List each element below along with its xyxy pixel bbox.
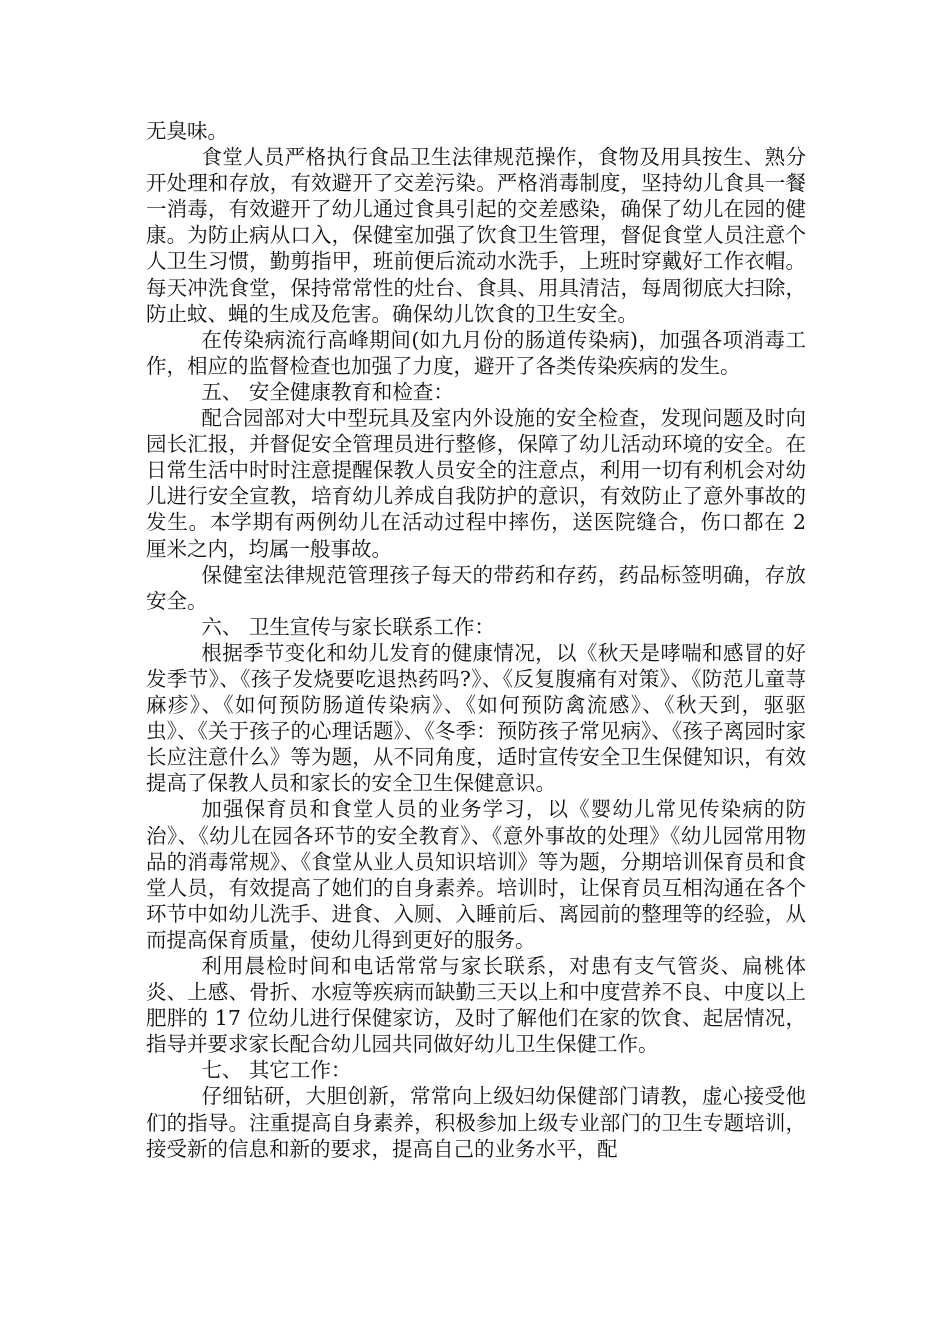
paragraph-epidemic-disinfection: 在传染病流行高峰期间(如九月份的肠道传染病)，加强各项消毒工作，相应的监督检查也加强了力度，避开了各类传染疾病的发生。 [146, 327, 806, 378]
section-heading-6: 六、 卫生宣传与家长联系工作： [201, 614, 495, 639]
paragraph-safety-inspection: 配合园部对大中型玩具及室内外设施的安全检查，发现问题及时向园长汇报，并督促安全管理员进行整修，保障了幼儿活动环境的安全。在日常生活中时时注意提醒保教人员安全的注意点，利用一切有利机会对幼儿进行安全宣教，培育幼儿养成自我防护的意识，有效防止了意外事故的发生。本学期有两例幼儿在活动过程中摔伤，送医院缝合，伤口都在 2 厘米之内，均属一般事故。 [146, 406, 806, 561]
paragraph-other-work: 仔细钻研，大胆创新，常常向上级妇幼保健部门请教，虚心接受他们的指导。注重提高自身素养，积极参加上级专业部门的卫生专题培训，接受新的信息和新的要求，提高自己的业务水平，配 [146, 1084, 806, 1161]
section-heading-7: 七、 其它工作： [201, 1058, 352, 1083]
section-heading-5: 五、 安全健康教育和检查： [201, 379, 454, 404]
paragraph-staff-training: 加强保育员和食堂人员的业务学习，以《婴幼儿常见传染病的防治》、《幼儿在园各环节的安全教育》、《意外事故的处理》《幼儿园常用物品的消毒常规》、《食堂从业人员知识培训》等为题，分期培训保育员和食堂人员，有效提高了她们的自身素养。培训时，让保育员互相沟通在各个环节中如幼儿洗手、进食、入厕、入睡前后、离园前的整理等的经验，从而提高保育质量，使幼儿得到更好的服务。 [146, 797, 806, 952]
paragraph-medicine-management: 保健室法律规范管理孩子每天的带药和存药，药品标签明确，存放安全。 [146, 562, 806, 613]
paragraph-parent-contact: 利用晨检时间和电话常常与家长联系，对患有支气管炎、扁桃体炎、上感、骨折、水痘等疾病而缺勤三天以上和中度营养不良、中度以上肥胖的 17 位幼儿进行保健家访，及时了解他们在家的饮食、起居情况，指导并要求家长配合幼儿园共同做好幼儿卫生保健工作。 [146, 954, 806, 1057]
paragraph-health-publicity: 根据季节变化和幼儿发育的健康情况，以《秋天是哮喘和感冒的好发季节》、《孩子发烧要吃退热药吗?》、《反复腹痛有对策》、《防范儿童荨麻疹》、《如何预防肠道传染病》、《如何预防禽流感》、《秋天到，驱驱虫》、《关于孩子的心理话题》、《冬季：预防孩子常见病》、《孩子离园时家长应注意什么》等为题，从不同角度，适时宣传安全卫生保健知识，有效提高了保教人员和家长的安全卫生保健意识。 [146, 640, 806, 796]
document-page [146, 118, 806, 1162]
paragraph-canteen-hygiene: 食堂人员严格执行食品卫生法律规范操作，食物及用具按生、熟分开处理和存放，有效避开了交差污染。严格消毒制度，坚持幼儿食具一餐一消毒，有效避开了幼儿通过食具引起的交差感染，确保了幼儿在园的健康。为防止病从口入，保健室加强了饮食卫生管理，督促食堂人员注意个人卫生习惯，勤剪指甲，班前便后流动水洗手，上班时穿戴好工作衣帽。每天冲洗食堂，保持常常性的灶台、食具、用具清洁，每周彻底大扫除，防止蚊、蝇的生成及危害。确保幼儿饮食的卫生安全。 [146, 145, 806, 326]
paragraph-continuation: 无臭味。 [146, 119, 228, 143]
